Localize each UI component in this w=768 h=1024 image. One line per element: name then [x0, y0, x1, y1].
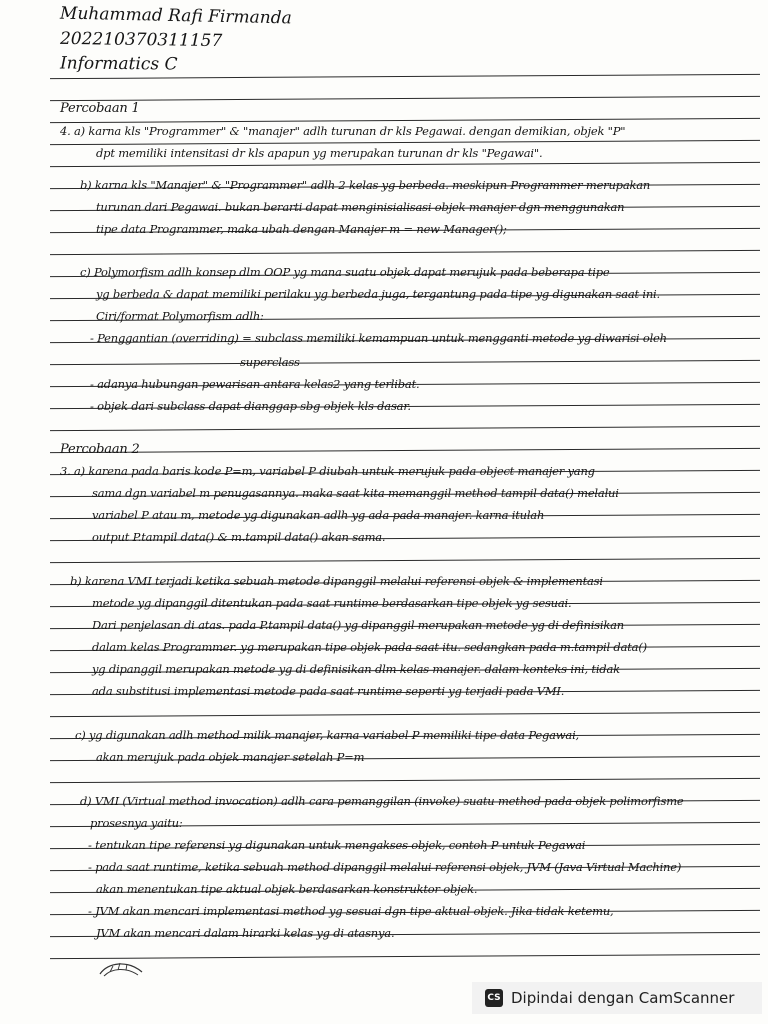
section-title-percobaan-2: Percobaan 2: [60, 442, 140, 457]
answer-line: - JVM akan mencari implementasi method yg sesuai dgn tipe aktual objek. Jika tidak ketemu,: [88, 904, 614, 918]
ruled-line: [50, 96, 760, 101]
answer-line: - Penggantian (overriding) = subclass memiliki kemampuan untuk mengganti metode yg diwarisi oleh: [90, 331, 667, 345]
ruled-line: [50, 250, 760, 255]
camscanner-icon: CS: [485, 989, 503, 1007]
answer-line: - objek dari subclass dapat dianggap sbg objek kls dasar.: [90, 399, 411, 413]
answer-line: Ciri/format Polymorfism adlh:: [96, 309, 264, 323]
answer-line: - tentukan tipe referensi yg digunakan untuk mengakses objek, contoh P untuk Pegawai: [88, 838, 586, 852]
answer-line: tipe data Programmer, maka ubah dengan Manajer m = new Manager();: [96, 222, 507, 236]
answer-line: Dari penjelasan di atas. pada P.tampil data() yg dipanggil merupakan metode yg di definisikan: [92, 618, 624, 632]
answer-line: akan merujuk pada objek manajer setelah P=m: [96, 750, 365, 764]
ruled-line: [50, 74, 760, 79]
answer-line: dpt memiliki intensitasi dr kls apapun yg merupakan turunan dr kls "Pegawai".: [96, 146, 543, 160]
answer-line: 4. a) karna kls "Programmer" & "manajer" adlh turunan dr kls Pegawai. dengan demikian, objek "P": [60, 124, 626, 138]
answer-line: superclass: [240, 355, 300, 369]
answer-line: b) karna kls "Manajer" & "Programmer" adlh 2 kelas yg berbeda. meskipun Programmer merupakan: [80, 178, 651, 192]
answer-line: 3. a) karena pada baris kode P=m, variabel P diubah untuk merujuk pada object manajer yang: [60, 464, 595, 478]
answer-line: b) karena VMI terjadi ketika sebuah metode dipanggil melalui referensi objek & implementasi: [70, 574, 603, 588]
student-name: Muhammad Rafi Firmanda: [59, 3, 292, 29]
ruled-line: [50, 118, 760, 123]
ruled-line: [50, 778, 760, 783]
answer-line: dalam kelas Programmer. yg merupakan tipe objek pada saat itu. sedangkan pada m.tampil data(): [92, 640, 647, 654]
ruled-line: [50, 954, 760, 959]
student-id: 202210370311157: [59, 28, 223, 52]
ruled-line: [50, 360, 760, 365]
answer-line: output P.tampil data() & m.tampil data() akan sama.: [92, 530, 386, 544]
answer-line: JVM akan mencari dalam hirarki kelas yg di atasnya.: [96, 926, 395, 940]
answer-line: - adanya hubungan pewarisan antara kelas2 yang terlibat.: [90, 377, 420, 391]
answer-line: metode yg dipanggil ditentukan pada saat runtime berdasarkan tipe objek yg sesuai.: [92, 596, 572, 610]
section-title-percobaan-1: Percobaan 1: [60, 101, 140, 116]
answer-line: - pada saat runtime, ketika sebuah method dipanggil melalui referensi objek, JVM (Java Virtual Machine): [88, 860, 682, 874]
answer-line: ada substitusi implementasi metode pada saat runtime seperti yg terjadi pada VMI.: [92, 684, 565, 698]
answer-line: yg berbeda & dapat memiliki perilaku yg berbeda juga, tergantung pada tipe yg digunakan saat ini.: [96, 287, 660, 301]
ruled-line: [50, 162, 760, 167]
ruled-line: [50, 140, 760, 145]
answer-line: c) yg digunakan adlh method milik manajer, karna variabel P memiliki tipe data Pegawai,: [75, 728, 580, 742]
ruled-line: [50, 448, 760, 453]
answer-line: prosesnya yaitu:: [90, 816, 183, 830]
ruled-line: [50, 558, 760, 563]
watermark-text: Dipindai dengan CamScanner: [511, 989, 735, 1007]
answer-line: d) VMI (Virtual method invocation) adlh cara pemanggilan (invoke) suatu method pada objek polimorfisme: [80, 794, 684, 808]
answer-line: c) Polymorfism adlh konsep dlm OOP yg mana suatu objek dapat merujuk pada beberapa tipe: [80, 265, 610, 279]
answer-line: yg dipanggil merupakan metode yg di definisikan dlm kelas manajer. dalam konteks ini, tidak: [92, 662, 620, 676]
camscanner-watermark: [472, 982, 762, 1014]
answer-line: turunan dari Pegawai. bukan berarti dapat menginisialisasi objek manajer dgn menggunakan: [96, 200, 625, 214]
student-class: Informatics C: [59, 53, 178, 75]
answer-line: akan menentukan tipe aktual objek berdasarkan konstruktor objek.: [96, 882, 478, 896]
answer-line: sama dgn variabel m penugasannya. maka saat kita memanggil method tampil data() melalui: [92, 486, 619, 500]
ruled-line: [50, 426, 760, 431]
ruled-line: [50, 712, 760, 717]
answer-line: variabel P atau m, metode yg digunakan adlh yg ada pada manajer. karna itulah: [92, 508, 545, 522]
scribble-mark: [98, 958, 144, 980]
